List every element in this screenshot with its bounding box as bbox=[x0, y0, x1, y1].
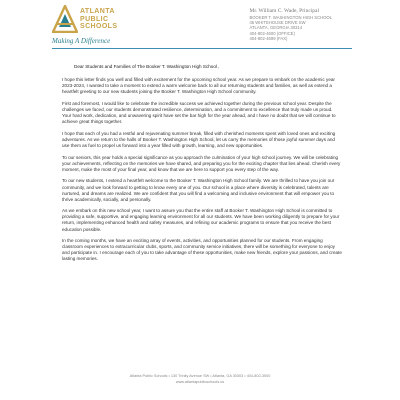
header-divider bbox=[52, 48, 352, 49]
paragraph: As we embark on this new school year, I want to assure you that the entire staff at Booker T. Washington High School is committed to providing a safe, supportive, and engaging learning environment for all our students. We have been working diligently to prepare for your return, implementing enhanced health and safety measures, and refining our academic programs to ensure that you receive the best education possible. bbox=[62, 208, 340, 232]
address-block bbox=[249, 8, 332, 41]
paragraph: First and foremost, I would like to celebrate the incredible success we achieved together during the previous school year. Despite the challenges we faced, our students demonstrated resilience, determination, and a commitment to excellence that truly made us proud. Your hard work, dedication, and unwavering spirit have set the bar high for the year ahead, and I have no doubt that we will continue to achieve great things together. bbox=[62, 100, 336, 125]
greeting: Dear Students and Families of The Booker T. Washington High School , bbox=[74, 64, 220, 69]
logo-a-icon bbox=[52, 5, 78, 33]
logo-line-1: ATLANTA bbox=[80, 8, 115, 15]
address-line: 404-802-4699 (FAX) bbox=[249, 35, 288, 41]
address-line: BOOKER T. WASHINGTON HIGH SCHOOL bbox=[249, 15, 332, 20]
address-line: ATLANTA, GEORGIA 30314 bbox=[249, 25, 303, 31]
footer-address: Atlanta Public Schools • 130 Trinity Avenue SW • Atlanta, GA 30303 • 404-802-3500 bbox=[129, 374, 271, 378]
letter-body bbox=[62, 64, 342, 268]
tagline: Making A Difference bbox=[52, 37, 111, 45]
address-line: 404-802-4600 (OFFICE) bbox=[249, 30, 295, 36]
paragraph: I hope this letter finds you well and filled with excitement for the upcoming school year. As we prepare to embark on the academic year 2023-2024, I wanted to take a moment to extend a warm welcome back to all our returning students and families, as well as extend a heartfelt greeting to our new students joining the Booker T. Washington High School community. bbox=[62, 77, 335, 95]
paragraph: To our new students, I extend a heartfelt welcome to the Booker T. Washington High School family. We are thrilled to have you join our community, and we look forward to getting to know every one of you. Our school is a place where diversity is celebrated, talents are nurtured, and dreams are realized. We are confident that you will find a welcoming and inclusive environment that will empower you to thrive academically, socially, and personally. bbox=[62, 178, 335, 202]
footer-website: www.atlantapublicschools.us bbox=[175, 379, 225, 384]
principal-name: Mr. William C. Wade, Principal bbox=[249, 8, 320, 14]
paragraph: I hope that each of you had a restful and rejuvenating summer break, filled with cherished moments spent with loved ones and exciting adventures. As we return to the halls of Booker T. Washington High School, let us carry the memories of those joyful summer days and use them as fuel to propel us forward into a year filled with growth, learning, and new opportunities. bbox=[62, 130, 336, 149]
logo-line-2: PUBLIC bbox=[80, 15, 109, 23]
address-line: 45 WHITEHOUSE DRIVE SW bbox=[249, 20, 306, 26]
logo-line-3: SCHOOLS bbox=[80, 23, 118, 30]
paragraph: In the coming months, we have an exciting array of events, activities, and opportunities planned for our students. From engaging classroom experiences to extracurricular clubs, sports, and community service initiatives, there will be something for everyone to enjoy and participate in. I encourage each of you to take advantage of these opportunities, make new friends, explore your passions, and create lasting memories. bbox=[62, 238, 342, 262]
footer bbox=[0, 374, 400, 385]
logo-wordmark bbox=[80, 8, 117, 31]
paragraph: To our seniors, this year holds a special significance as you approach the culmination of your high school journey. We will be celebrating your achievements, reflecting on the memories we have shared, and preparing you for the exciting chapter that lies ahead. Cherish every moment, make the most of your final year, and know that we are here to support you every step of the way. bbox=[62, 154, 341, 172]
